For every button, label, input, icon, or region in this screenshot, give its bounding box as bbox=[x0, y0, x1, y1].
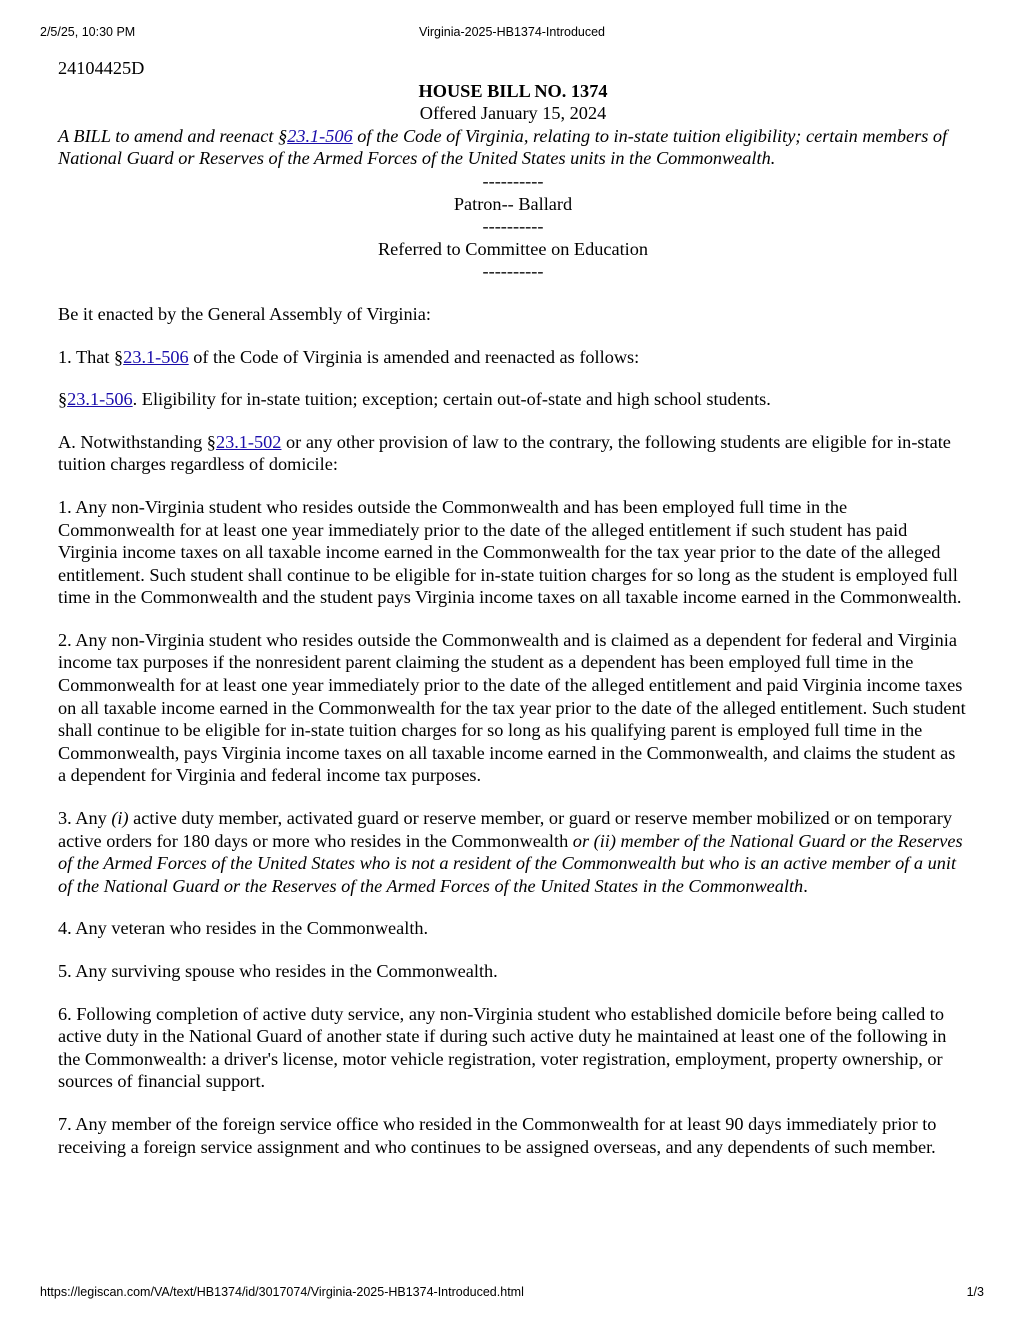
section-symbol: § bbox=[58, 389, 68, 410]
summary-text-pre: A BILL to amend and reenact § bbox=[58, 125, 288, 146]
summary-text-post: of the Code of Virginia, relating to in-state tuition eligibility; certain members of National Guard or Reserves of the Armed Forces of the United States units in the Commonwealth. bbox=[58, 125, 948, 169]
list-item-7: 7. Any member of the foreign service office who resided in the Commonwealth for at least 90 days immediately prior to receiving a foreign service assignment and who continues to be assigned overseas, and any dependents of such member. bbox=[58, 1113, 937, 1157]
print-footer bbox=[40, 1285, 984, 1301]
item3-inserted-text: or (ii) member of the National Guard or the Reserves of the Armed Forces of the United States who is not a resident of the Commonwealth but who is an active member of a unit of the National Guard or the Reserves of the Armed Forces of the United States in the Commonwealth bbox=[58, 830, 963, 896]
print-url: https://legiscan.com/VA/text/HB1374/id/3017074/Virginia-2025-HB1374-Introduced.html bbox=[40, 1285, 524, 1299]
section-link[interactable]: 23.1-506 bbox=[287, 125, 353, 146]
list-item-6: 6. Following completion of active duty service, any non-Virginia student who established domicile before being called to active duty in the National Guard of another state if during such active duty he maintained at least one of the following in the Commonwealth: a driver's license, motor vehicle registration, voter registration, employment, property ownership, or sources of financial support. bbox=[58, 1003, 947, 1092]
print-title: Virginia-2025-HB1374-Introduced bbox=[419, 25, 605, 39]
list-item-4: 4. Any veteran who resides in the Commonwealth. bbox=[58, 918, 429, 939]
page-number: 1/3 bbox=[966, 1285, 984, 1299]
bill-title: HOUSE BILL NO. 1374 bbox=[418, 80, 608, 101]
list-item-5: 5. Any surviving spouse who resides in the Commonwealth. bbox=[58, 961, 498, 981]
separator: ---------- bbox=[482, 170, 544, 191]
item3-text: active duty member, activated guard or reserve member, or guard or reserve member mobilized or on temporary active orders for 180 days or more who resides in the Commonwealth bbox=[58, 808, 952, 851]
enacting-clause: Be it enacted by the General Assembly of Virginia: bbox=[58, 303, 431, 324]
section-link[interactable]: 23.1-506 bbox=[67, 389, 133, 410]
separator: ---------- bbox=[482, 216, 544, 237]
list-item-3 bbox=[58, 807, 968, 897]
list-item-2: 2. Any non-Virginia student who resides outside the Commonwealth and is claimed as a dependent for federal and Virginia income tax purposes if the nonresident parent claiming the student as a dependent has been employed full time in the Commonwealth for at least one year immediately prior to the date of the alleged entitlement and paid Virginia income taxes on all taxable income earned in the Commonwealth for the tax year prior to the date of the alleged entitlement. Such student shall continue to be eligible for in-state tuition charges for so long as his qualifying parent is employed full time in the Commonwealth, pays Virginia income taxes on all taxable income earned in the Commonwealth, and claims the student as a dependent for Virginia and federal income tax purposes. bbox=[58, 629, 966, 786]
item3-inserted-text: (i) bbox=[111, 808, 129, 829]
referred-committee: Referred to Committee on Education bbox=[377, 238, 649, 259]
document-body bbox=[58, 57, 968, 1158]
section-heading-text: . Eligibility for in-state tuition; exception; certain out-of-state and high school students. bbox=[132, 389, 771, 410]
bill-summary bbox=[58, 125, 968, 170]
amend-clause bbox=[58, 346, 968, 369]
patron: Patron-- Ballard bbox=[453, 193, 573, 214]
list-item-1: 1. Any non-Virginia student who resides outside the Commonwealth and has been employed full time in the Commonwealth for at least one year immediately prior to the date of the alleged entitlement if such student has paid Virginia income taxes on all taxable income earned in the Commonwealth for the tax year prior to the date of the alleged entitlement. Such student shall continue to be eligible for in-state tuition charges for so long as the student is employed full time in the Commonwealth and the student pays Virginia income taxes on all taxable income earned in the Commonwealth. bbox=[58, 496, 962, 608]
item3-text: 3. Any bbox=[58, 808, 112, 829]
subsection-a-text-post: or any other provision of law to the contrary, the following students are eligible for in-state tuition charges regardless of domicile: bbox=[58, 431, 951, 475]
print-header bbox=[40, 25, 984, 41]
bill-id: 24104425D bbox=[58, 58, 145, 78]
print-datetime: 2/5/25, 10:30 PM bbox=[40, 25, 136, 39]
amend-text-pre: 1. That § bbox=[58, 346, 124, 367]
section-link[interactable]: 23.1-506 bbox=[123, 346, 189, 367]
subsection-a bbox=[58, 431, 968, 476]
amend-text-post: of the Code of Virginia is amended and reenacted as follows: bbox=[188, 346, 640, 367]
separator: ---------- bbox=[482, 261, 544, 282]
item3-text: . bbox=[803, 875, 808, 896]
subsection-a-text-pre: A. Notwithstanding § bbox=[58, 431, 216, 452]
section-heading bbox=[58, 388, 968, 411]
section-link[interactable]: 23.1-502 bbox=[215, 431, 282, 452]
offered-date: Offered January 15, 2024 bbox=[419, 103, 607, 124]
